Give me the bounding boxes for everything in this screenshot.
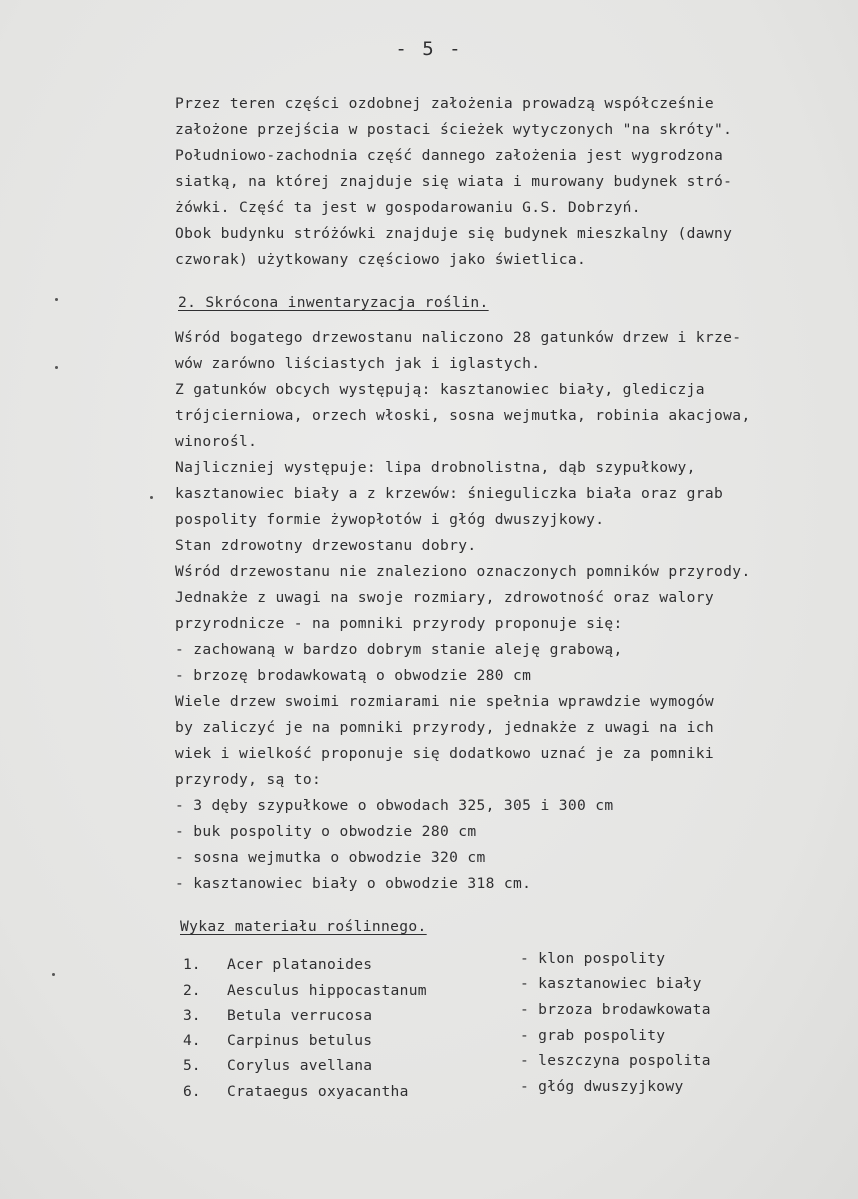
text-line: czworak) użytkowany częściowo jako świetlica.	[175, 251, 587, 268]
plant-polish-name: - kasztanowiec biały	[520, 975, 702, 992]
plant-latin-name: Carpinus betulus	[227, 1032, 373, 1049]
text-line: Z gatunków obcych występują: kasztanowiec biały, glediczja	[175, 381, 705, 398]
text-line: kasztanowiec biały a z krzewów: śnieguliczka biała oraz grab	[175, 485, 724, 502]
plant-polish-name: - leszczyna pospolita	[520, 1052, 711, 1069]
text-line: Najliczniej występuje: lipa drobnolistna, dąb szypułkowy,	[175, 459, 696, 476]
text-line: - brzozę brodawkowatą o obwodzie 280 cm	[175, 667, 532, 684]
text-line: Obok budynku stróżówki znajduje się budynek mieszkalny (dawny	[175, 225, 733, 242]
text-line: siatką, na której znajduje się wiata i murowany budynek stró-	[175, 173, 733, 190]
text-line: wiek i wielkość proponuje się dodatkowo uznać je za pomniki	[175, 745, 715, 762]
plant-latin-name: Aesculus hippocastanum	[227, 982, 427, 999]
plant-number: 5.	[183, 1057, 201, 1074]
text-line: trójcierniowa, orzech włoski, sosna wejmutka, robinia akacjowa,	[175, 407, 751, 424]
text-line: Przez teren części ozdobnej założenia prowadzą współcześnie	[175, 95, 715, 112]
section-heading: Wykaz materiału roślinnego.	[180, 918, 427, 935]
text-line: by zaliczyć je na pomniki przyrody, jednakże z uwagi na ich	[175, 719, 715, 736]
plant-number: 4.	[183, 1032, 201, 1049]
plant-polish-name: - brzoza brodawkowata	[520, 1001, 711, 1018]
plant-latin-name: Crataegus oxyacantha	[227, 1083, 409, 1100]
text-line: - zachowaną w bardzo dobrym stanie aleję grabową,	[175, 641, 623, 658]
plant-latin-name: Betula verrucosa	[227, 1007, 373, 1024]
text-line: wów zarówno liściastych jak i iglastych.	[175, 355, 541, 372]
text-line: przyrodnicze - na pomniki przyrody proponuje się:	[175, 615, 623, 632]
text-line: winorośl.	[175, 433, 258, 450]
plant-polish-name: - klon pospolity	[520, 950, 666, 967]
plant-latin-name: Corylus avellana	[227, 1057, 373, 1074]
scan-speck	[150, 496, 153, 499]
plant-polish-name: - głóg dwuszyjkowy	[520, 1078, 684, 1095]
page-number: - 5 -	[395, 38, 463, 60]
text-line: - kasztanowiec biały o obwodzie 318 cm.	[175, 875, 532, 892]
plant-latin-name: Acer platanoides	[227, 956, 373, 973]
plant-number: 3.	[183, 1007, 201, 1024]
text-line: Wśród drzewostanu nie znaleziono oznaczonych pomników przyrody.	[175, 563, 751, 580]
scan-speck	[55, 366, 58, 369]
text-line: przyrody, są to:	[175, 771, 322, 788]
scan-speck	[52, 973, 55, 976]
plant-number: 1.	[183, 956, 201, 973]
plant-polish-name: - grab pospolity	[520, 1027, 666, 1044]
text-line: Wśród bogatego drzewostanu naliczono 28 gatunków drzew i krze-	[175, 329, 742, 346]
plant-number: 6.	[183, 1083, 201, 1100]
text-line: Stan zdrowotny drzewostanu dobry.	[175, 537, 477, 554]
text-line: założone przejścia w postaci ścieżek wytyczonych "na skróty".	[175, 121, 733, 138]
text-line: Wiele drzew swoimi rozmiarami nie spełnia wprawdzie wymogów	[175, 693, 715, 710]
section-heading: 2. Skrócona inwentaryzacja roślin.	[178, 294, 489, 311]
text-line: Jednakże z uwagi na swoje rozmiary, zdrowotność oraz walory	[175, 589, 715, 606]
text-line: żówki. Część ta jest w gospodarowaniu G.S. Dobrzyń.	[175, 199, 641, 216]
plant-number: 2.	[183, 982, 201, 999]
text-line: pospolity formie żywopłotów i głóg dwuszyjkowy.	[175, 511, 605, 528]
text-line: Południowo-zachodnia część dannego założenia jest wygrodzona	[175, 147, 724, 164]
text-line: - buk pospolity o obwodzie 280 cm	[175, 823, 477, 840]
text-line: - 3 dęby szypułkowe o obwodach 325, 305 i 300 cm	[175, 797, 614, 814]
scan-speck	[55, 298, 58, 301]
text-line: - sosna wejmutka o obwodzie 320 cm	[175, 849, 486, 866]
